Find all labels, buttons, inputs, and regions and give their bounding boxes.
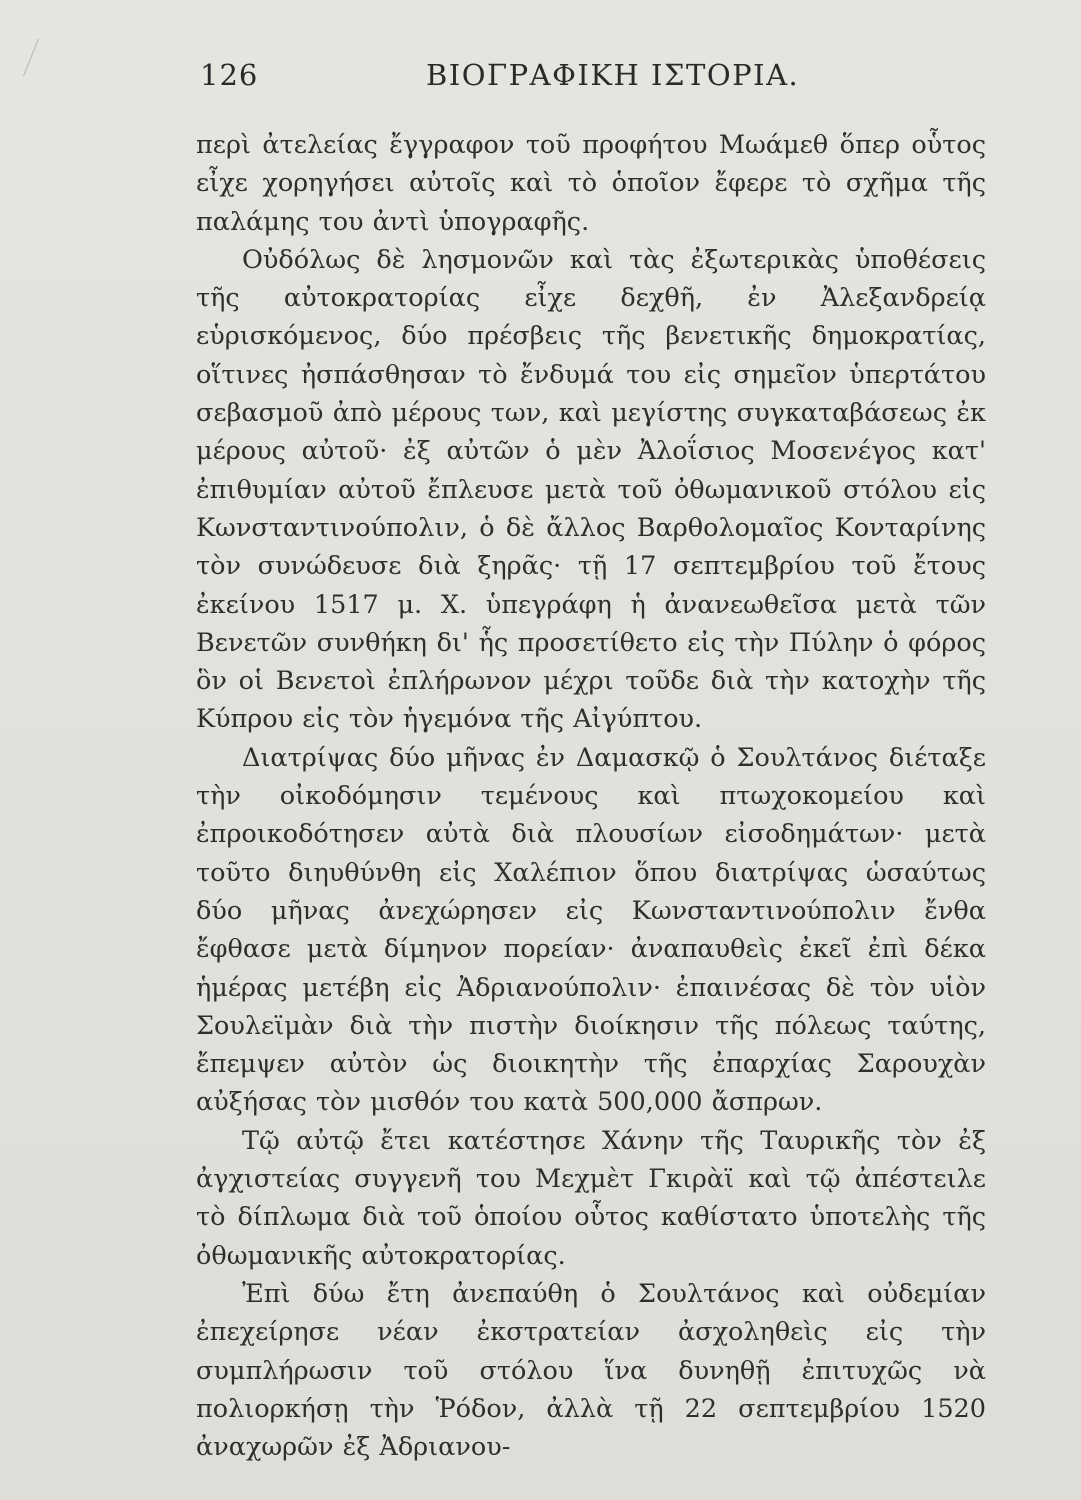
page-edge-mark [23,39,52,82]
paragraph: περὶ ἀτελείας ἔγγραφον τοῦ προφήτου Μωάμεθ ὅπερ οὗτος εἶχε χορηγήσει αὐτοῖς καὶ τὸ ὁποῖον ἔφερε τὸ σχῆμα τῆς παλάμης του ἀντὶ ὑπογραφῆς. [196,130,986,237]
page-header [196,58,986,98]
body-text [196,126,986,1466]
paragraph: Τῷ αὐτῷ ἔτει κατέστησε Χάνην τῆς Ταυρικῆς τὸν ἐξ ἀγχιστείας συγγενῆ του Μεχμὲτ Γκιρὰϊ καὶ τῷ ἀπέστειλε τὸ δίπλωμα διὰ τοῦ ὁποίου οὗτος καθίστατο ὑποτελὴς τῆς ὀθωμανικῆς αὐτοκρατορίας. [196,1125,986,1271]
running-head: ΒΙΟΓΡΑΦΙΚΗ ΙΣΤΟΡΙΑ. [426,58,800,92]
paragraph: Ἐπὶ δύω ἔτη ἀνεπαύθη ὁ Σουλτάνος καὶ οὐδεμίαν ἐπεχείρησε νέαν ἐκστρατείαν ἀσχοληθεὶς εἰς τὴν συμπλήρωσιν τοῦ στόλου ἵνα δυνηθῇ ἐπιτυχῶς νὰ πολιορκήσῃ τὴν Ῥόδον, ἀλλὰ τῇ 22 σεπτεμβρίου 1520 ἀναχωρῶν ἐξ Ἀδριανου- [196,1278,986,1463]
paragraph: Διατρίψας δύο μῆνας ἐν Δαμασκῷ ὁ Σουλτάνος διέταξε τὴν οἰκοδόμησιν τεμένους καὶ πτωχοκομείου καὶ ἐπροικοδότησεν αὐτὰ διὰ πλουσίων εἰσοδημάτων· μετὰ τοῦτο διηυθύνθη εἰς Χαλέπιον ὅπου διατρίψας ὡσαύτως δύο μῆνας ἀνεχώρησεν εἰς Κωνσταντινούπολιν ἔνθα ἔφθασε μετὰ δίμηνον πορείαν· ἀναπαυθεὶς ἐκεῖ ἐπὶ δέκα ἡμέρας μετέβη εἰς Ἀδριανούπολιν· ἐπαινέσας δὲ τὸν υἱὸν Σουλεϊμὰν διὰ τὴν πιστὴν διοίκησιν τῆς πόλεως ταύτης, ἔπεμψεν αὐτὸν ὡς διοικητὴν τῆς ἐπαρχίας Σαρουχὰν αὐξήσας τὸν μισθόν του κατὰ 500,000 ἄσπρων. [196,742,986,1118]
paragraph: Οὐδόλως δὲ λησμονῶν καὶ τὰς ἐξωτερικὰς ὑποθέσεις τῆς αὐτοκρατορίας εἶχε δεχθῆ, ἐν Ἀλεξανδρείᾳ εὑρισκόμενος, δύο πρέσβεις τῆς βενετικῆς δημοκρατίας, οἵτινες ἠσπάσθησαν τὸ ἔνδυμά του εἰς σημεῖον ὑπερτάτου σεβασμοῦ ἀπὸ μέρους των, καὶ μεγίστης συγκαταβάσεως ἐκ μέρους αὐτοῦ· ἐξ αὐτῶν ὁ μὲν Ἀλοΐσιος Μοσενέγος κατ' ἐπιθυμίαν αὐτοῦ ἔπλευσε μετὰ τοῦ ὀθωμανικοῦ στόλου εἰς Κωνσταντινούπολιν, ὁ δὲ ἄλλος Βαρθολομαῖος Κονταρίνης τὸν συνώδευσε διὰ ξηρᾶς· τῇ 17 σεπτεμβρίου τοῦ ἔτους ἐκείνου 1517 μ. Χ. ὑπεγράφη ἡ ἀνανεωθεῖσα μετὰ τῶν Βενετῶν συνθήκη δι' ἧς προσετίθετο εἰς τὴν Πύλην ὁ φόρος ὃν οἱ Βενετοὶ ἐπλήρωνον μέχρι τοῦδε διὰ τὴν κατοχὴν τῆς Κύπρου εἰς τὸν ἡγεμόνα τῆς Αἰγύπτου. [196,244,986,735]
page-number: 126 [200,58,259,92]
